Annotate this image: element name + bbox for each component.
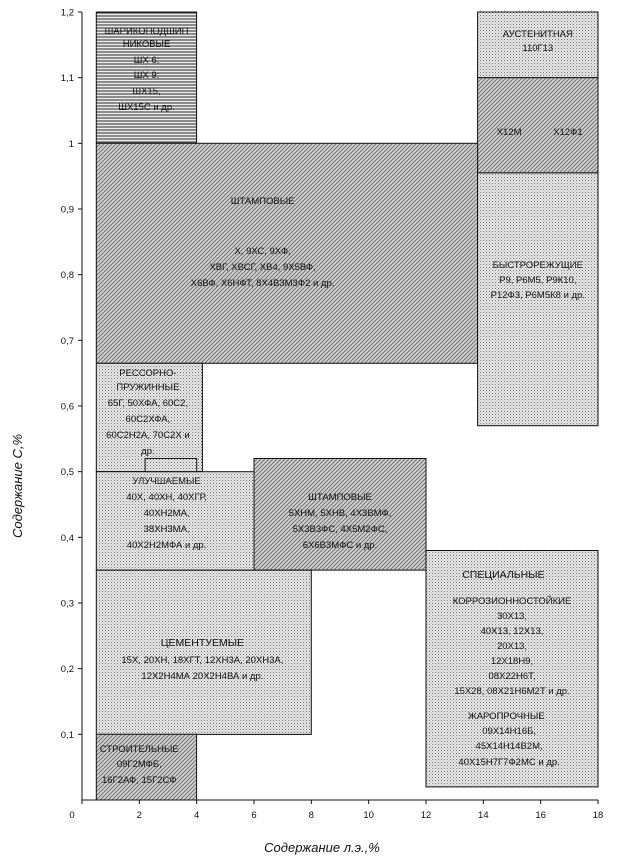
y-tick-label: 0,5 — [60, 467, 74, 479]
y-tick-label: 0,6 — [60, 401, 74, 413]
region-label-special-0: СПЕЦИАЛЬНЫЕ — [462, 569, 545, 581]
region-label-special-1: КОРРОЗИОННОСТОЙКИЕ — [452, 596, 572, 607]
region-label-fast-cutting-1: Р9, Р6М5, Р9К10, — [499, 275, 577, 286]
region-label-special-4: 20Х13, — [496, 641, 528, 652]
region-label-bearing-0: ШАРИКОПОДШИП — [104, 26, 189, 37]
region-label-austenitic-1: 110Г13 — [522, 43, 554, 54]
region-label-stamp-mid-0: ШТАМПОВЫЕ — [308, 492, 372, 503]
y-tick-label: 0,1 — [60, 729, 74, 741]
y-tick-label: 1 — [68, 138, 74, 150]
y-axis-title: Содержание С,% — [10, 433, 25, 539]
y-tick-label: 1,2 — [60, 7, 74, 19]
region-label-stamp-high-2: ХВГ, ХВСГ, ХВ4, 9Х5ВФ, — [209, 262, 316, 273]
region-label-spring-1: ПРУЖИННЫЕ — [116, 382, 180, 393]
x-tick-label: 12 — [420, 810, 432, 821]
region-label-improved-3: 38ХН3МА, — [143, 524, 190, 535]
y-tick-label: 0,4 — [60, 532, 74, 544]
region-label-improved-4: 40Х2Н2МФА и др. — [126, 540, 207, 551]
region-label-bearing-1: НИКОВЫЕ — [122, 39, 171, 50]
region-label-spring-4: 60С2Н2А, 70С2Х и — [106, 430, 190, 441]
region-label-x12-0: Х12М — [496, 127, 522, 138]
region-label-fast-cutting-2: Р12Ф3, Р6М5К8 и др. — [490, 290, 585, 301]
x-tick-label: 16 — [535, 810, 546, 821]
region-label-stamp-mid-3: 6Х6В3МФС и др. — [302, 540, 378, 551]
region-label-special-10: 45Х14Н14В2М, — [475, 741, 543, 752]
region-label-special-6: 08Х22Н6Т, — [488, 671, 536, 682]
region-label-special-7: 15Х28, 08Х21Н6М2Т и др. — [454, 686, 570, 697]
y-tick-label: 0,9 — [60, 204, 74, 216]
region-label-special-3: 40Х13, 12Х13, — [480, 626, 544, 637]
x-tick-label: 10 — [363, 810, 374, 821]
x-tick-label: 6 — [251, 810, 257, 821]
region-label-improved-1: 40Х, 40ХН, 40ХГР, — [126, 492, 207, 503]
x-tick-label: 4 — [194, 810, 200, 821]
region-label-stamp-high-0: ШТАМПОВЫЕ — [230, 196, 295, 207]
x-tick-label: 18 — [592, 810, 604, 821]
region-label-stamp-mid-2: 5Х3В3ФС, 4Х5М2ФС, — [292, 524, 388, 535]
y-tick-label: 0,3 — [60, 598, 74, 610]
region-x12 — [478, 78, 598, 173]
region-label-spring-2: 65Г, 50ХФА, 60С2, — [107, 398, 189, 409]
y-tick-label: 0,7 — [60, 335, 74, 347]
region-label-austenitic-0: АУСТЕНИТНАЯ — [502, 29, 573, 40]
x-tick-label: 8 — [308, 810, 314, 821]
region-label-construction-1: 09Г2МФБ, — [116, 759, 162, 770]
region-label-special-2: 30Х13, — [496, 611, 528, 622]
region-label-improved-2: 40ХН2МА, — [143, 508, 190, 519]
region-label-special-9: 09Х14Н16Б, — [482, 726, 536, 737]
region-label-carburized-2: 12Х2Н4МА 20Х2Н4ВА и др. — [141, 671, 264, 682]
region-label-carburized-1: 15Х, 20ХН, 18ХГТ, 12ХН3А, 20ХН3А, — [121, 655, 284, 666]
region-label-bearing-4: ШХ15, — [132, 86, 161, 97]
region-label-x12-1: Х12Ф1 — [553, 127, 583, 138]
region-label-fast-cutting-0: БЫСТРОРЕЖУЩИЕ — [492, 260, 583, 271]
y-tick-label: 0,8 — [60, 270, 74, 282]
region-label-special-5: 12Х18Н9, — [490, 656, 534, 667]
x-tick-label: 14 — [478, 810, 489, 821]
x-tick-label: 0 — [69, 810, 75, 821]
y-tick-label: 1,1 — [60, 73, 74, 85]
x-tick-label: 2 — [136, 810, 142, 821]
x-axis-title: Содержание л.э.,% — [264, 840, 380, 855]
region-label-special-11: 40Х15Н7Г7Ф2МС и др. — [458, 757, 560, 768]
region-label-special-8: ЖАРОПРОЧНЫЕ — [467, 711, 545, 722]
region-label-spring-3: 60С2ХФА, — [125, 414, 171, 425]
region-label-spring-0: РЕССОРНО- — [119, 368, 177, 379]
region-label-spring-5: др. — [141, 446, 155, 457]
region-label-bearing-5: ШХ15С и др. — [118, 102, 175, 113]
region-label-improved-0: УЛУЧШАЕМЫЕ — [132, 476, 201, 487]
region-overlap-marker — [145, 459, 197, 472]
region-label-stamp-mid-1: 5ХНМ, 5ХНВ, 4Х3ВМФ, — [288, 508, 392, 519]
region-label-stamp-high-3: Х6ВФ, Х6НФТ, 8Х4В3М3Ф2 и др. — [190, 278, 335, 289]
region-label-stamp-high-1: Х, 9ХС, 9ХФ, — [234, 246, 291, 257]
region-label-carburized-0: ЦЕМЕНТУЕМЫЕ — [160, 637, 245, 649]
region-label-bearing-3: ШХ 9; — [133, 70, 160, 81]
y-tick-label: 0,2 — [60, 664, 74, 676]
region-carburized — [96, 570, 311, 734]
region-label-construction-2: 16Г2АФ, 15Г2СФ — [101, 775, 177, 786]
region-label-bearing-2: ШХ 6; — [133, 55, 160, 66]
region-label-construction-0: СТРОИТЕЛЬНЫЕ — [99, 744, 179, 755]
